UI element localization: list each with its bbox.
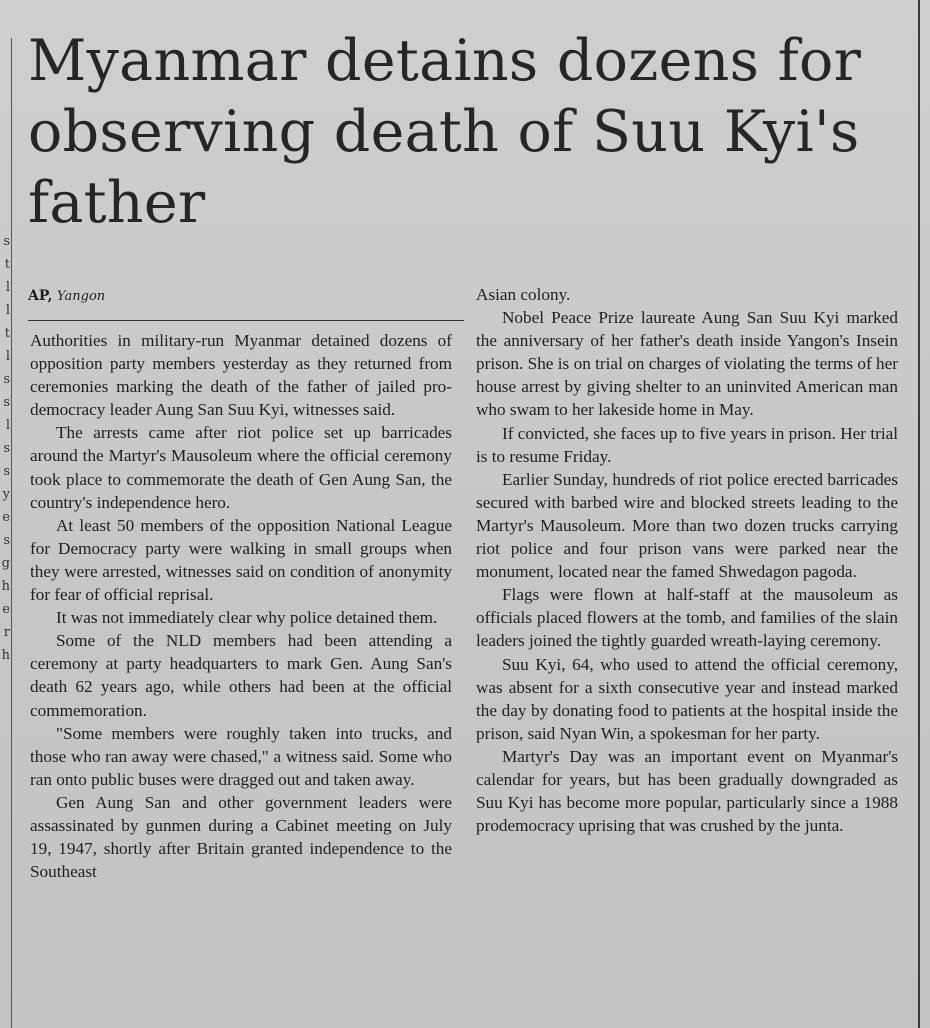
paragraph: If convicted, she faces up to five years in prison. Her trial is to resume Friday. bbox=[476, 423, 898, 466]
paragraph: Some of the NLD members had been attending a ceremony at party headquarters to mark Gen. Aung San's death 62 years ago, while others had been at the official commemoration. bbox=[30, 631, 452, 720]
paragraph: Suu Kyi, 64, who used to attend the official ceremony, was absent for a sixth consecutive year and instead marked the day by donating food to patients at the hospital inside the prison, said Nyan Win, a spokesman for her party. bbox=[476, 654, 898, 743]
paragraph: Flags were flown at half-staff at the mausoleum as officials placed flowers at the tomb, and families of the slain leaders joined the tightly guarded wreath-laying ceremony. bbox=[476, 585, 898, 651]
paragraph: Gen Aung San and other government leaders were assassinated by gunmen during a Cabinet meeting on July 19, 1947, shortly after Britain granted independence to the Southeast bbox=[30, 792, 452, 882]
article-column-right bbox=[476, 283, 898, 837]
byline bbox=[28, 287, 105, 306]
margin-letter: s bbox=[3, 533, 10, 548]
margin-letter: l bbox=[5, 349, 10, 364]
paragraph: It was not immediately clear why police detained them. bbox=[56, 608, 438, 628]
margin-letter: s bbox=[3, 464, 10, 479]
margin-letter: t bbox=[4, 326, 10, 341]
margin-letter: h bbox=[1, 579, 10, 594]
margin-letter: e bbox=[2, 602, 10, 617]
right-margin-rule bbox=[918, 0, 920, 1028]
paragraph: "Some members were roughly taken into trucks, and those who ran away were chased," a witness said. Some who ran onto public buses were dragged out and taken away. bbox=[30, 723, 452, 789]
margin-letter: s bbox=[3, 372, 10, 387]
article-column-left bbox=[30, 329, 452, 883]
paragraph: Nobel Peace Prize laureate Aung San Suu Kyi marked the anniversary of her father's death inside Yangon's Insein prison. She is on trial on charges of violating the terms of her house arrest by giving shelter to an uninvited American man who swam to her lakeside home in May. bbox=[476, 308, 898, 420]
left-margin-rule bbox=[11, 38, 12, 1028]
margin-letter: s bbox=[3, 441, 10, 456]
paragraph: At least 50 members of the opposition National League for Democracy party were walking in small groups when they were arrested, witnesses said on condition of anonymity for fear of official reprisal. bbox=[30, 515, 452, 605]
byline-rule bbox=[28, 320, 464, 321]
margin-letter: l bbox=[5, 303, 10, 318]
paragraph: Earlier Sunday, hundreds of riot police erected barricades secured with barbed wire and blocked streets leading to the Martyr's Mausoleum. More than two dozen trucks carrying riot police and four prison vans were parked near the monument, located near the famed Shwedagon pagoda. bbox=[476, 469, 898, 582]
byline-agency: AP, bbox=[28, 288, 53, 304]
paragraph: Martyr's Day was an important event on Myanmar's calendar for years, but has been gradually downgraded as Suu Kyi has become more popular, particularly since a 1988 prodemocracy uprising that was crushed by the junta. bbox=[476, 746, 898, 836]
margin-letter: e bbox=[2, 510, 10, 525]
margin-letter: l bbox=[5, 280, 10, 295]
margin-letter: l bbox=[5, 418, 10, 433]
paragraph: Authorities in military-run Myanmar detained dozens of opposition party members yesterday as they returned from ceremonies marking the death of the father of jailed pro-democracy leader Aung San Suu Kyi, witnesses said. bbox=[30, 331, 452, 420]
headline: Myanmar detains dozens for observing death of Suu Kyi's father bbox=[28, 28, 862, 236]
margin-letter: s bbox=[3, 234, 10, 249]
paragraph: Asian colony. bbox=[476, 285, 571, 304]
margin-letter: y bbox=[2, 487, 10, 502]
margin-letter: g bbox=[1, 556, 10, 571]
byline-place: Yangon bbox=[56, 289, 106, 304]
margin-letter: t bbox=[4, 257, 10, 272]
adjacent-article-fragment bbox=[0, 230, 10, 667]
margin-letter: r bbox=[3, 625, 10, 640]
paragraph: The arrests came after riot police set up barricades around the Martyr's Mausoleum where the official ceremony took place to commemorate the death of Gen Aung San, the country's independence hero. bbox=[30, 423, 452, 512]
margin-letter: h bbox=[1, 648, 10, 663]
margin-letter: s bbox=[3, 395, 10, 410]
